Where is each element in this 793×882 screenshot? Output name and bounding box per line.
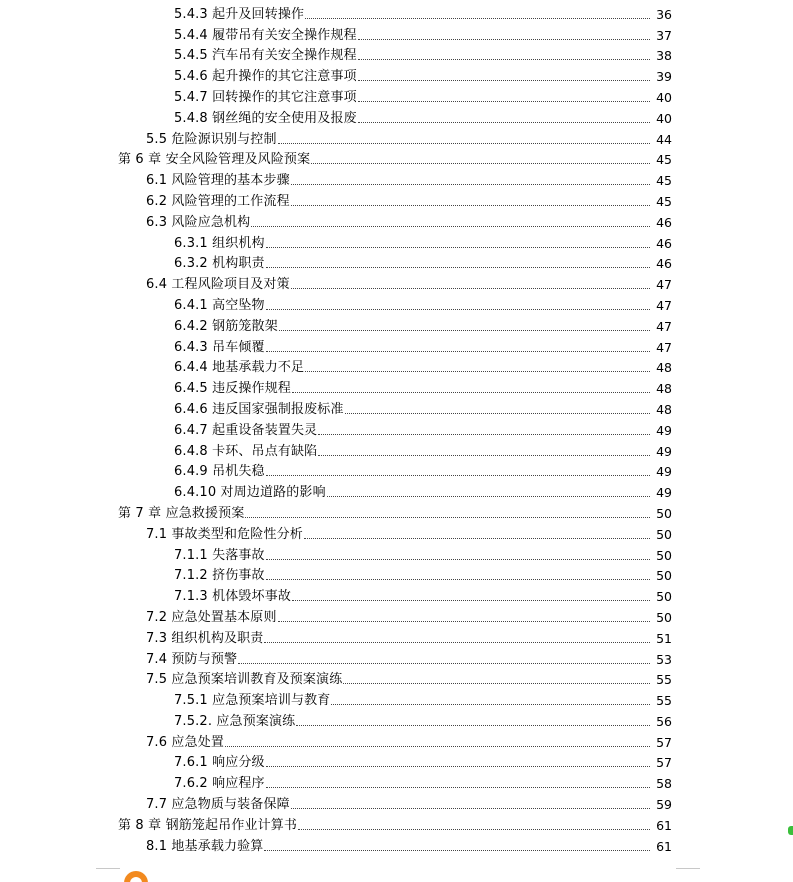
toc-entry-title[interactable]: 6.4 工程风险项目及对策: [146, 277, 290, 293]
toc-entry[interactable]: [0, 231, 793, 252]
toc-entry[interactable]: [0, 584, 793, 605]
toc-entry[interactable]: [0, 85, 793, 106]
toc-entry-title[interactable]: 7.5.1 应急预案培训与教育: [174, 693, 331, 709]
toc-entry-title[interactable]: 7.6.2 响应程序: [174, 776, 265, 792]
toc-page-number[interactable]: 40: [656, 110, 672, 126]
toc-dot-leader: [266, 351, 650, 352]
toc-entry[interactable]: [0, 647, 793, 668]
toc-entry-title[interactable]: 5.4.3 起升及回转操作: [174, 6, 305, 22]
toc-entry[interactable]: [0, 418, 793, 439]
toc-entry[interactable]: [0, 376, 793, 397]
toc-entry-title[interactable]: 7.1 事故类型和危险性分析: [146, 526, 303, 542]
toc-dot-leader: [225, 746, 650, 747]
toc-entry-title[interactable]: 6.3.1 组织机构: [174, 235, 265, 251]
toc-page-number[interactable]: 47: [656, 297, 672, 313]
toc-entry[interactable]: [0, 543, 793, 564]
toc-entry[interactable]: [0, 23, 793, 44]
toc-entry[interactable]: [0, 751, 793, 772]
toc-dot-leader: [331, 704, 650, 705]
toc-entry-title[interactable]: 6.4.7 起重设备装置失灵: [174, 422, 318, 438]
toc-dot-leader: [358, 39, 650, 40]
toc-page-number[interactable]: 55: [656, 693, 672, 709]
toc-dot-leader: [245, 517, 650, 518]
toc-page-number[interactable]: 47: [656, 277, 672, 293]
toc-page-number[interactable]: 50: [656, 568, 672, 584]
page-corner-left: [96, 868, 120, 882]
toc-dot-leader: [292, 392, 650, 393]
toc-page-number[interactable]: 49: [656, 485, 672, 501]
toc-dot-leader: [266, 766, 650, 767]
toc-dot-leader: [358, 80, 650, 81]
toc-dot-leader: [279, 330, 650, 331]
toc-dot-leader: [305, 18, 650, 19]
toc-entry-title[interactable]: 6.3 风险应急机构: [146, 214, 251, 230]
toc-dot-leader: [291, 288, 650, 289]
toc-entry[interactable]: [0, 522, 793, 543]
toc-entry[interactable]: [0, 792, 793, 813]
toc-dot-leader: [327, 496, 650, 497]
table-of-contents: [0, 2, 793, 855]
toc-dot-leader: [266, 247, 650, 248]
toc-dot-leader: [266, 309, 650, 310]
toc-entry[interactable]: [0, 44, 793, 65]
toc-page-number[interactable]: 45: [656, 152, 672, 168]
toc-page-number[interactable]: 46: [656, 214, 672, 230]
toc-entry[interactable]: [0, 668, 793, 689]
toc-entry[interactable]: [0, 626, 793, 647]
toc-dot-leader: [358, 59, 650, 60]
toc-entry-title[interactable]: 5.4.4 履带吊有关安全操作规程: [174, 27, 357, 43]
toc-page-number[interactable]: 61: [656, 817, 672, 833]
toc-entry-title[interactable]: 6.4.9 吊机失稳: [174, 464, 265, 480]
toc-entry[interactable]: [0, 397, 793, 418]
toc-entry-title[interactable]: 5.5 危险源识别与控制: [146, 131, 277, 147]
toc-page-number[interactable]: 49: [656, 443, 672, 459]
toc-entry-title[interactable]: 6.3.2 机构职责: [174, 256, 265, 272]
toc-page-number[interactable]: 44: [656, 131, 672, 147]
toc-entry-title[interactable]: 7.1.1 失落事故: [174, 547, 265, 563]
toc-entry[interactable]: [0, 460, 793, 481]
toc-entry-title[interactable]: 6.4.6 违反国家强制报废标准: [174, 401, 344, 417]
toc-page-number[interactable]: 57: [656, 755, 672, 771]
toc-dot-leader: [264, 642, 650, 643]
toc-page-number[interactable]: 59: [656, 797, 672, 813]
toc-dot-leader: [358, 122, 650, 123]
toc-page-number[interactable]: 47: [656, 339, 672, 355]
toc-dot-leader: [266, 267, 650, 268]
toc-page-number[interactable]: 50: [656, 589, 672, 605]
toc-dot-leader: [266, 475, 650, 476]
toc-dot-leader: [264, 850, 650, 851]
toc-dot-leader: [318, 455, 650, 456]
toc-entry[interactable]: [0, 210, 793, 231]
toc-page-number[interactable]: 50: [656, 609, 672, 625]
toc-page-number[interactable]: 53: [656, 651, 672, 667]
toc-entry-title[interactable]: 6.4.2 钢筋笼散架: [174, 318, 278, 334]
toc-entry[interactable]: [0, 688, 793, 709]
toc-dot-leader: [251, 226, 650, 227]
toc-entry[interactable]: [0, 64, 793, 85]
toc-entry[interactable]: [0, 252, 793, 273]
toc-entry-title[interactable]: 6.4.1 高空坠物: [174, 297, 265, 313]
toc-entry-title[interactable]: 7.7 应急物质与装备保障: [146, 797, 290, 813]
toc-dot-leader: [266, 787, 650, 788]
page-corner-right: [676, 868, 700, 882]
toc-dot-leader: [304, 538, 650, 539]
toc-entry-title[interactable]: 第 8 章 钢筋笼起吊作业计算书: [118, 817, 298, 833]
toc-entry[interactable]: [0, 709, 793, 730]
toc-page-number[interactable]: 46: [656, 235, 672, 251]
toc-entry-title[interactable]: 6.4.8 卡环、吊点有缺陷: [174, 443, 318, 459]
toc-entry[interactable]: [0, 480, 793, 501]
toc-entry-title[interactable]: 8.1 地基承载力验算: [146, 838, 264, 854]
toc-entry[interactable]: [0, 771, 793, 792]
toc-entry[interactable]: [0, 293, 793, 314]
toc-entry-title[interactable]: 7.6 应急处置: [146, 734, 225, 750]
toc-page-number[interactable]: 45: [656, 173, 672, 189]
toc-entry-title[interactable]: 5.4.6 起升操作的其它注意事项: [174, 69, 357, 85]
toc-dot-leader: [305, 371, 650, 372]
toc-dot-leader: [318, 434, 650, 435]
toc-entry-title[interactable]: 7.4 预防与预警: [146, 651, 238, 667]
toc-entry-title[interactable]: 7.5.2. 应急预案演练: [174, 713, 296, 729]
toc-dot-leader: [296, 725, 650, 726]
toc-dot-leader: [278, 621, 650, 622]
toc-entry-title[interactable]: 5.4.8 钢丝绳的安全使用及报废: [174, 110, 357, 126]
toc-entry-title[interactable]: 第 6 章 安全风险管理及风险预案: [118, 152, 311, 168]
toc-dot-leader: [278, 143, 650, 144]
toc-entry[interactable]: [0, 730, 793, 751]
toc-page-number[interactable]: 45: [656, 193, 672, 209]
toc-entry[interactable]: [0, 2, 793, 23]
toc-page-number[interactable]: 61: [656, 838, 672, 854]
toc-entry-title[interactable]: 5.4.7 回转操作的其它注意事项: [174, 89, 357, 105]
toc-entry-title[interactable]: 6.4.10 对周边道路的影响: [174, 485, 326, 501]
toc-entry[interactable]: [0, 439, 793, 460]
toc-dot-leader: [298, 829, 650, 830]
toc-entry[interactable]: [0, 501, 793, 522]
toc-entry[interactable]: [0, 189, 793, 210]
toc-dot-leader: [345, 413, 650, 414]
toc-entry[interactable]: [0, 813, 793, 834]
toc-page-number[interactable]: 48: [656, 401, 672, 417]
edge-marker-icon: [788, 826, 793, 835]
toc-entry[interactable]: [0, 356, 793, 377]
toc-dot-leader: [266, 559, 650, 560]
toc-page-number[interactable]: 46: [656, 256, 672, 272]
app-logo-icon[interactable]: [124, 871, 148, 882]
toc-entry-title[interactable]: 7.1.3 机体毁坏事故: [174, 589, 292, 605]
toc-page-number[interactable]: 57: [656, 734, 672, 750]
toc-entry-title[interactable]: 6.4.5 违反操作规程: [174, 381, 292, 397]
toc-page-number[interactable]: 47: [656, 318, 672, 334]
toc-page-number[interactable]: 50: [656, 526, 672, 542]
toc-entry[interactable]: [0, 127, 793, 148]
toc-entry[interactable]: [0, 148, 793, 169]
toc-page-number[interactable]: 51: [656, 630, 672, 646]
toc-entry[interactable]: [0, 834, 793, 855]
toc-page-number[interactable]: 50: [656, 505, 672, 521]
toc-dot-leader: [358, 101, 650, 102]
toc-dot-leader: [292, 600, 650, 601]
toc-dot-leader: [266, 579, 650, 580]
toc-entry-title[interactable]: 6.4.4 地基承载力不足: [174, 360, 305, 376]
toc-entry-title[interactable]: 6.4.3 吊车倾覆: [174, 339, 265, 355]
toc-entry[interactable]: [0, 605, 793, 626]
toc-page-number[interactable]: 48: [656, 381, 672, 397]
toc-page-number[interactable]: 50: [656, 547, 672, 563]
toc-entry[interactable]: [0, 106, 793, 127]
toc-dot-leader: [343, 683, 650, 684]
toc-page-number[interactable]: 40: [656, 89, 672, 105]
toc-entry[interactable]: [0, 314, 793, 335]
toc-entry[interactable]: [0, 168, 793, 189]
toc-page-number[interactable]: 49: [656, 422, 672, 438]
toc-entry-title[interactable]: 7.1.2 挤伤事故: [174, 568, 265, 584]
toc-entry-title[interactable]: 7.3 组织机构及职责: [146, 630, 264, 646]
toc-page-number[interactable]: 56: [656, 713, 672, 729]
toc-entry-title[interactable]: 7.5 应急预案培训教育及预案演练: [146, 672, 343, 688]
toc-entry-title[interactable]: 6.1 风险管理的基本步骤: [146, 173, 290, 189]
toc-entry-title[interactable]: 7.6.1 响应分级: [174, 755, 265, 771]
toc-entry-title[interactable]: 7.2 应急处置基本原则: [146, 609, 277, 625]
toc-page-number[interactable]: 58: [656, 776, 672, 792]
toc-entry[interactable]: [0, 272, 793, 293]
toc-dot-leader: [238, 663, 650, 664]
toc-page-number[interactable]: 48: [656, 360, 672, 376]
toc-page-number[interactable]: 39: [656, 69, 672, 85]
toc-entry[interactable]: [0, 335, 793, 356]
toc-page-number[interactable]: 49: [656, 464, 672, 480]
toc-entry-title[interactable]: 5.4.5 汽车吊有关安全操作规程: [174, 48, 357, 64]
toc-entry-title[interactable]: 第 7 章 应急救援预案: [118, 505, 245, 521]
toc-page-number[interactable]: 36: [656, 6, 672, 22]
toc-dot-leader: [291, 205, 650, 206]
toc-entry[interactable]: [0, 564, 793, 585]
toc-dot-leader: [291, 184, 650, 185]
toc-entry-title[interactable]: 6.2 风险管理的工作流程: [146, 193, 290, 209]
toc-page-number[interactable]: 55: [656, 672, 672, 688]
toc-dot-leader: [311, 163, 650, 164]
toc-page-number[interactable]: 38: [656, 48, 672, 64]
toc-page-number[interactable]: 37: [656, 27, 672, 43]
toc-dot-leader: [291, 808, 650, 809]
